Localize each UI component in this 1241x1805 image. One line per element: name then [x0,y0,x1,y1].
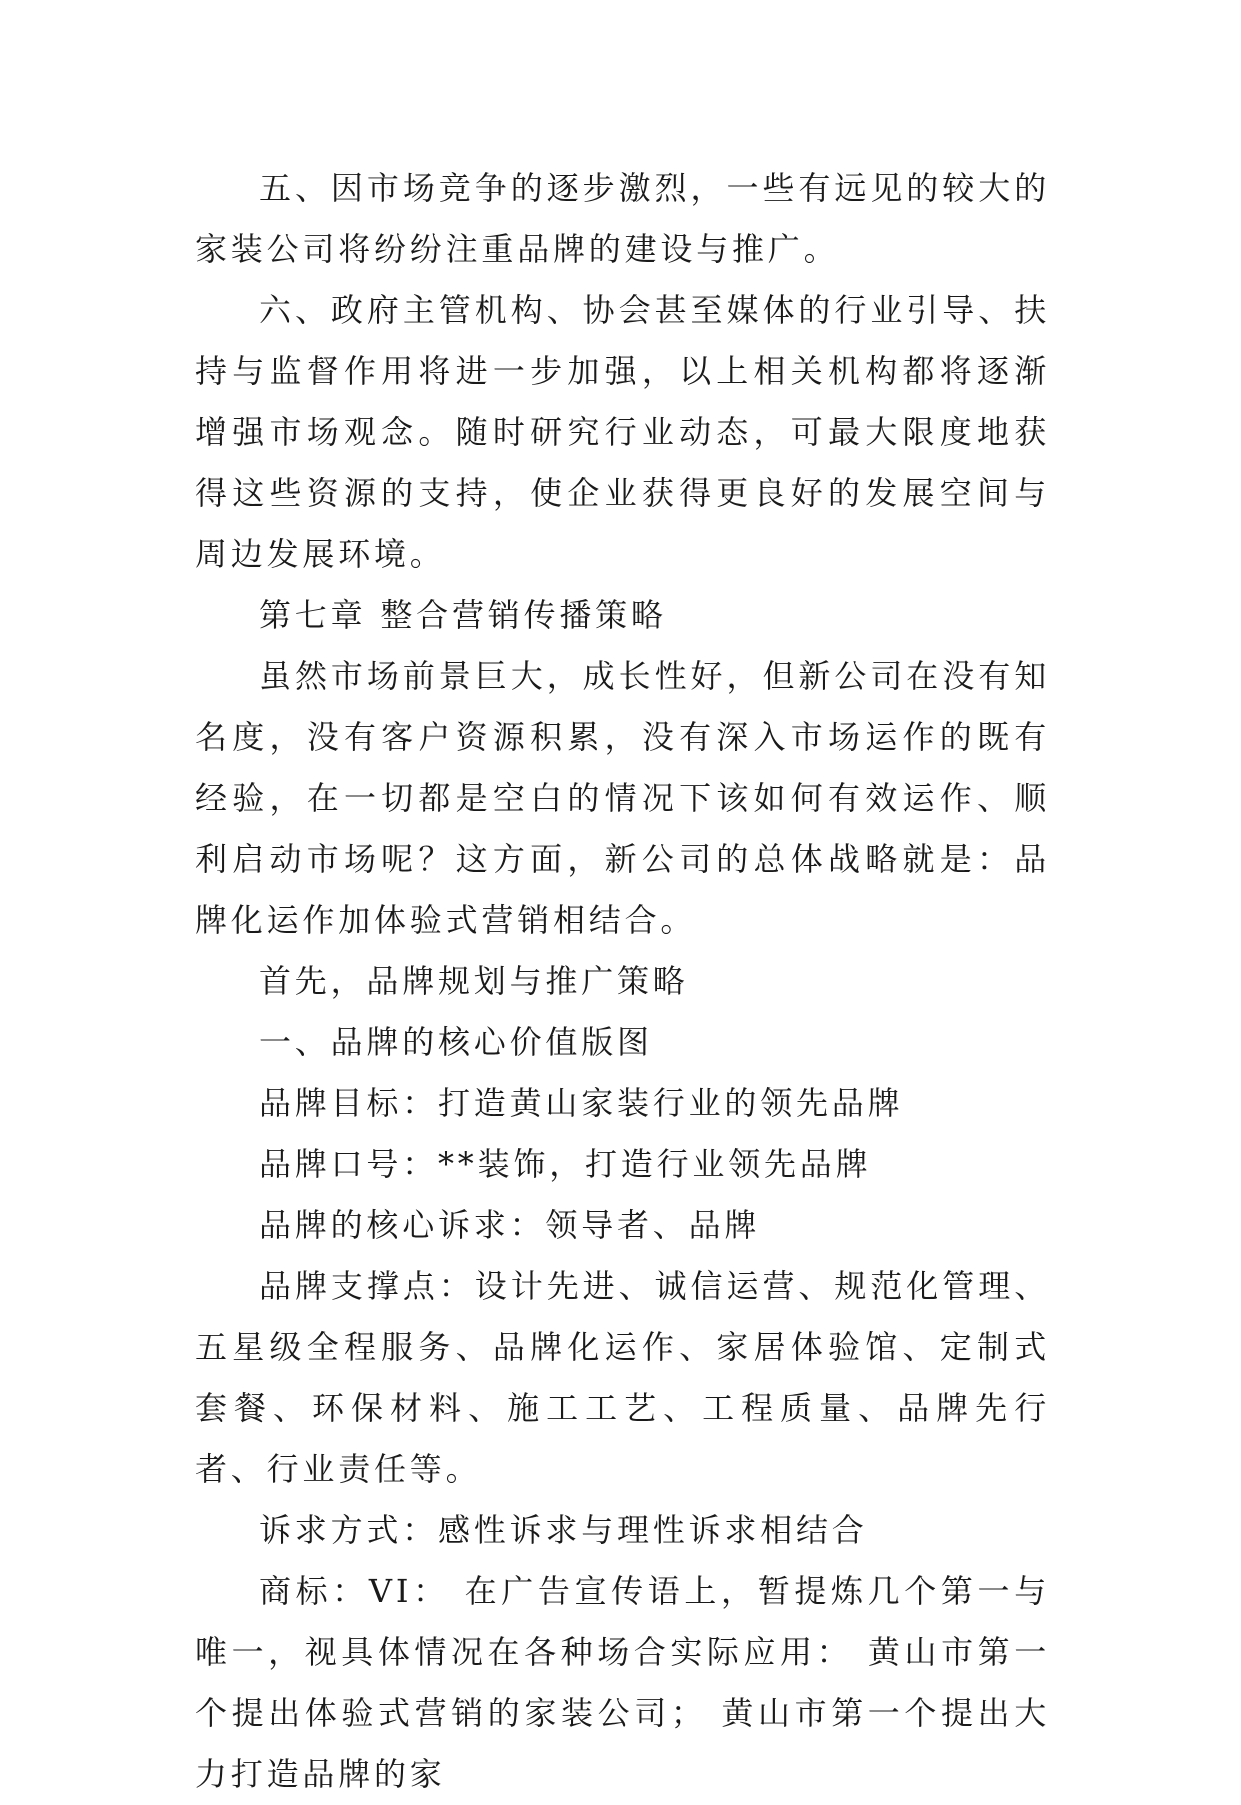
chapter-heading: 第七章 整合营销传播策略 [259,596,667,634]
paragraph-market-competition: 五、因市场竞争的逐步激烈，一些有远见的较大的家装公司将纷纷注重品牌的建设与推广。 [195,169,1050,268]
paragraph-appeal-method: 诉求方式：感性诉求与理性诉求相结合 [259,1511,868,1549]
paragraph-trademark-vi: 商标：VI： 在广告宣传语上，暂提炼几个第一与唯一，视具体情况在各种场合实际应用： 黄山市第一个提出体验式营销的家装公司； 黄山市第一个提出大力打造品牌的家 [195,1572,1050,1793]
document-body [195,158,1050,1805]
paragraph-brand-support-points: 品牌支撑点：设计先进、诚信运营、规范化管理、五星级全程服务、品牌化运作、家居体验馆、定制式套餐、环保材料、施工工艺、工程质量、品牌先行者、行业责任等。 [195,1267,1050,1488]
section-heading-brand-planning: 首先，品牌规划与推广策略 [259,962,689,1000]
subsection-heading-core-value: 一、品牌的核心价值版图 [259,1023,653,1061]
paragraph-brand-goal: 品牌目标：打造黄山家装行业的领先品牌 [259,1084,904,1122]
paragraph-brand-slogan: 品牌口号：**装饰，打造行业领先品牌 [259,1145,872,1183]
paragraph-government-guidance: 六、政府主管机构、协会甚至媒体的行业引导、扶持与监督作用将进一步加强，以上相关机构都将逐渐增强市场观念。随时研究行业动态，可最大限度地获得这些资源的支持，使企业获得更良好的发展空间与周边发展环境。 [195,291,1050,573]
paragraph-overall-strategy: 虽然市场前景巨大，成长性好，但新公司在没有知名度，没有客户资源积累，没有深入市场运作的既有经验，在一切都是空白的情况下该如何有效运作、顺利启动市场呢？这方面，新公司的总体战略就是：品牌化运作加体验式营销相结合。 [195,657,1050,939]
paragraph-core-appeal: 品牌的核心诉求：领导者、品牌 [259,1206,761,1244]
